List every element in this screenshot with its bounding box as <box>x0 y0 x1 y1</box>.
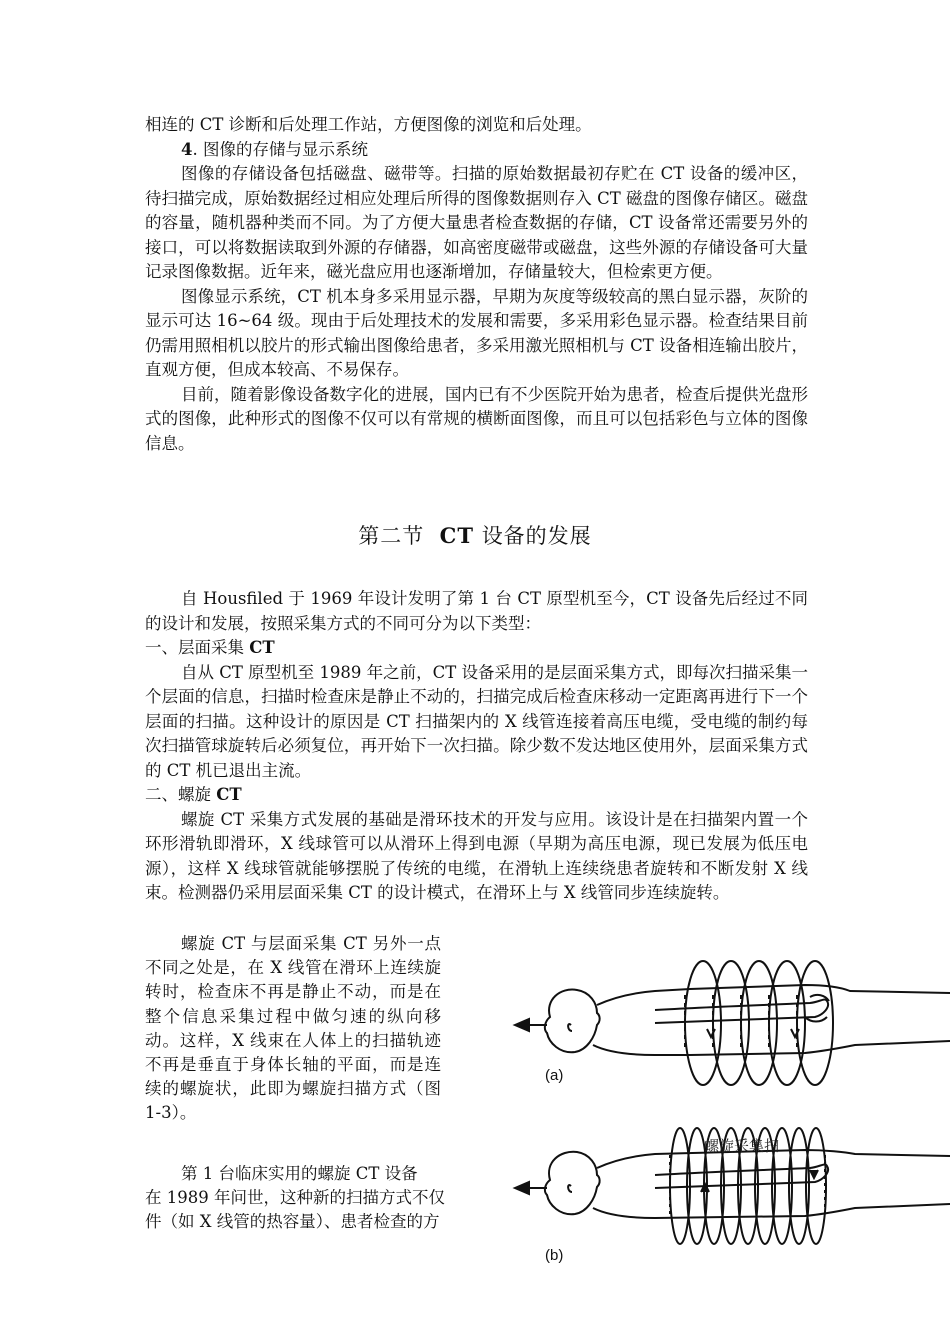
paragraph-intro: 自 Housfiled 于 1969 年设计发明了第 1 台 CT 原型机至今，CT 设备先后经过不同的设计和发展，按照采集方式的不同可分为以下类型： <box>145 589 808 633</box>
section-title-prefix: 第二节 <box>358 524 425 548</box>
figure-a-body <box>515 961 950 1085</box>
figure-label-b: (b) <box>545 1247 564 1264</box>
development-section <box>145 587 808 906</box>
storage-section <box>145 113 808 456</box>
first-spiral-ct-section <box>145 1162 473 1235</box>
figure-label-a: (a) <box>545 1067 564 1084</box>
section-title <box>0 520 950 550</box>
section-title-suffix: 设备的发展 <box>481 524 592 548</box>
paragraph-spiral-difference: 螺旋 CT 与层面采集 CT 另外一点不同之处是，在 X 线管在滑环上连续旋转时，检查床不再是静止不动，而是在整个信息采集过程中做匀速的纵向移动。这样，X 线束在人体上的扫描轨迹不再是垂直于身体长轴的平面，而是连续的螺旋状，此即为螺旋扫描方式（图 1-3）。 <box>145 934 441 1123</box>
spiral-scan-figure <box>505 955 950 1275</box>
clipped-line-1: 第 1 台临床实用的螺旋 CT 设备 <box>181 1164 418 1183</box>
section-title-bold: CT <box>439 523 474 548</box>
subheading-spiral-ct-bold: CT <box>216 785 242 804</box>
subheading-spiral-ct-label: 二、螺旋 <box>145 785 211 804</box>
heading-storage-display <box>145 138 808 163</box>
spiral-difference-section <box>145 932 441 1126</box>
paragraph-slice-ct: 自从 CT 原型机至 1989 年之前，CT 设备采用的是层面采集方式，即每次扫描采集一个层面的信息，扫描时检查床是静止不动的，扫描完成后检查床移动一定距离再进行下一个层面的扫描。这种设计的原因是 CT 扫描架内的 X 线管连接着高压电缆，受电缆的制约每次扫描管球旋转后必须复位，再开始下一次扫描。除少数不发达地区使用外，层面采集方式的 CT 机已退出主流。 <box>145 662 808 780</box>
paragraph-optical-disc: 目前，随着影像设备数字化的进展，国内已有不少医院开始为患者，检查后提供光盘形式的图像，此种形式的图像不仅可以有常规的横断面图像，而且可以包括彩色与立体的图像信息。 <box>145 384 808 453</box>
subheading-slice-ct <box>145 636 808 661</box>
heading-number: 4 <box>181 139 193 159</box>
heading-text: . 图像的存储与显示系统 <box>192 139 368 159</box>
subheading-slice-ct-bold: CT <box>249 638 275 657</box>
paragraph-spiral-ct: 螺旋 CT 采集方式发展的基础是滑环技术的开发与应用。该设计是在扫描架内置一个环形滑轨即滑环，X 线球管可以从滑环上得到电源（早期为高压电源，现已发展为低压电源），这样 X 线球管就能够摆脱了传统的电缆，在滑轨上连续绕患者旋转和不断发射 X 线束。检测器仍采用层面采集 CT 的设计模式，在滑环上与 X 线管同步连续旋转。 <box>145 809 808 902</box>
clipped-line-2: 在 1989 年问世，这种新的扫描方式不仅 <box>145 1188 445 1208</box>
paragraph-storage-devices: 图像的存储设备包括磁盘、磁带等。扫描的原始数据最初存贮在 CT 设备的缓冲区，待扫描完成，原始数据经过相应处理后所得的图像数据则存入 CT 磁盘的图像存储区。磁盘的容量，随机器种类而不同。为了方便大量患者检查数据的存储，CT 设备常还需要另外的接口，可以将数据读取到外源的存储器，如高密度磁带或磁盘，这些外源的存储设备可大量记录图像数据。近年来，磁光盘应用也逐渐增加，存储量较大，但检索更方便。 <box>145 164 808 281</box>
subheading-slice-ct-label: 一、层面采集 <box>145 638 244 657</box>
subheading-spiral-ct <box>145 783 808 808</box>
figure-caption: 螺旋采集扫 <box>704 1137 780 1155</box>
paragraph-continued: 相连的 CT 诊断和后处理工作站，方便图像的浏览和后处理。 <box>145 115 592 134</box>
clipped-line-3: 件（如 X 线管的热容量）、患者检查的方 <box>145 1212 440 1232</box>
paragraph-display-system: 图像显示系统，CT 机本身多采用显示器，早期为灰度等级较高的黑白显示器，灰阶的显示可达 16~64 级。现由于后处理技术的发展和需要，多采用彩色显示器。检查结果目前仍需用照相机以胶片的形式输出图像给患者，多采用激光照相机与 CT 设备相连输出胶片，直观方便，但成本较高、不易保存。 <box>145 286 808 379</box>
spiral-scan-illustration <box>505 955 950 1275</box>
